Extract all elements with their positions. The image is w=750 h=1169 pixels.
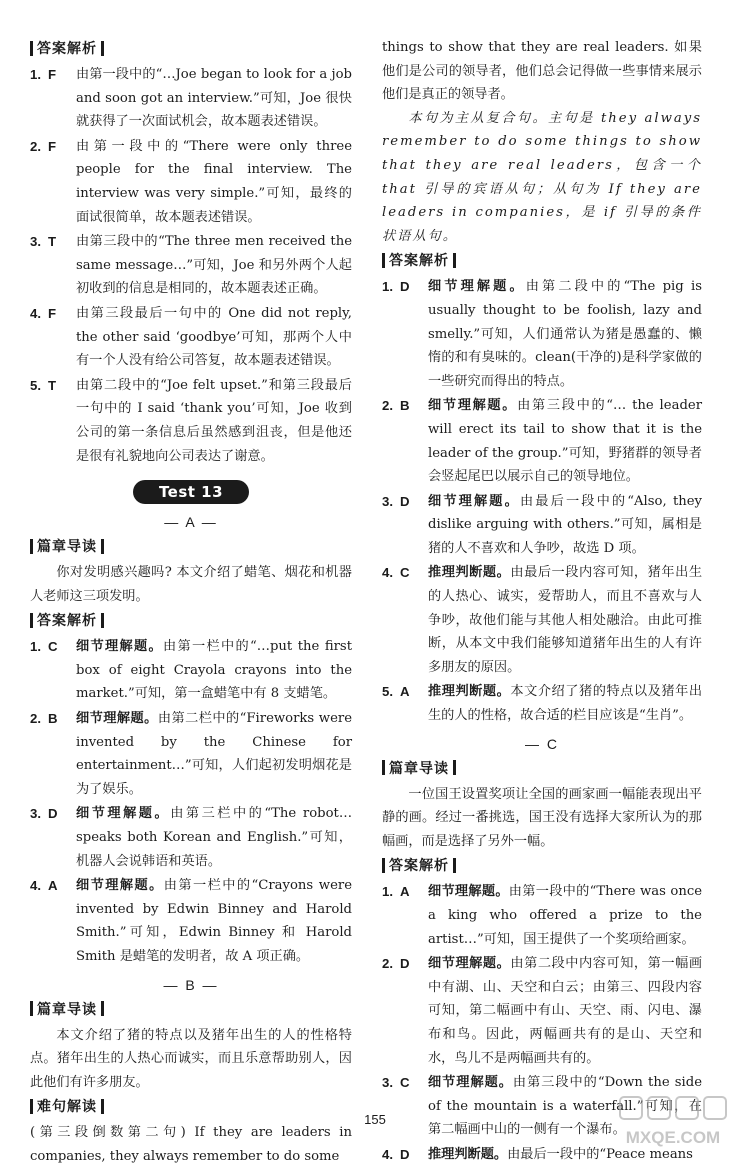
section-bar-left [30, 1001, 33, 1016]
item-answer: C [400, 1075, 410, 1091]
question-type: 细节理解题。 [76, 806, 171, 822]
answer-item [382, 490, 702, 561]
explanation-text: 由第三段中的“Down the side of the mountain is a waterfall.”可知，在第二幅画中山的一侧有一个瀑布。 [428, 1075, 703, 1138]
test-badge-wrap [30, 480, 352, 504]
section-bar-right [101, 1001, 104, 1016]
item-number: 4. [382, 565, 393, 581]
item-number: 1. [382, 279, 393, 295]
answer-item [382, 680, 702, 727]
item-answer: A [400, 884, 410, 900]
guide-c-paragraph: 一位国王设置奖项让全国的画家画一幅能表现出平静的画。经过一番挑选，国王没有选择大家所认为的那幅画，而是选择了另外一幅。 [382, 786, 702, 849]
answer-item [30, 302, 352, 373]
section-header-guide-a [30, 536, 352, 556]
part-b-heading: — B — [163, 976, 219, 993]
item-number: 4. [382, 1146, 393, 1162]
left-column [30, 36, 352, 1169]
answer-item [30, 802, 352, 873]
item-answer: C [400, 565, 410, 581]
answer-item [30, 135, 352, 229]
explanation-text: 由第二段中的“The pig is usually thought to be foolish, lazy and smelly.”可知，人们通常认为猪是愚蠢的、懒惰的和有臭味的。clean(干净的)是科学家做的一些研究而得出的特点。 [428, 279, 703, 389]
item-explanation [428, 561, 702, 679]
hard-sentence-continued: things to show that they are real leaders. 如果他们是公司的领导者，他们总会记得做一些事情来展示他们是真正的领导者。 [382, 40, 702, 103]
item-number: 4. [30, 878, 41, 894]
item-number: 2. [382, 956, 393, 972]
explanation-text: 由第二栏中的“Fireworks were invented by the Chinese for entertainment…”可知，人们起初发明烟花是为了娱乐。 [76, 711, 352, 797]
item-number: 1. [382, 884, 393, 900]
section-bar-left [382, 760, 385, 775]
item-explanation [428, 275, 702, 393]
explanation-text: 由第三段中的“… the leader will erect its tail to show that it is the leader of the group.”可知，野猪群的领导者会竖起尾巴以展示自己的领导地位。 [428, 398, 702, 485]
question-type: 细节理解题。 [428, 1075, 513, 1091]
item-number: 1. [30, 67, 41, 82]
explanation-text: 由第二段中内容可知，第一幅画中有湖、山、天空和白云；由第三、四段内容可知，第二幅画中有山、天空、雨、闪电、瀑布和鸟。因此，两幅画共有的是山、天空和水，鸟儿不是两幅画共有的。 [428, 956, 703, 1066]
explanation-text: 本文介绍了猪的特点以及猪年出生的人的性格，故合适的栏目应该是“生肖”。 [428, 684, 703, 724]
question-type: 细节理解题。 [76, 639, 164, 655]
guide-a-paragraph: 你对发明感兴趣吗? 本文介绍了蜡笔、烟花和机器人老师这三项发明。 [30, 565, 352, 604]
item-explanation [428, 490, 702, 561]
item-answer: T [48, 377, 57, 393]
watermark-text: MXQE.COM [625, 1128, 721, 1147]
section-bar-left [382, 253, 385, 268]
answer-item [382, 561, 702, 679]
test-badge: Test 13 [133, 480, 249, 504]
item-explanation [76, 230, 352, 301]
item-answer: A [400, 684, 410, 700]
explanation-text: 由第一段中的“…Joe began to look for a job and soon got an interview.”可知，Joe 很快就获得了一次面试机会，故本题表述错误。 [76, 67, 352, 130]
item-number: 3. [30, 234, 41, 250]
item-explanation [76, 302, 352, 373]
answer-item [30, 707, 352, 801]
answer-item [30, 63, 352, 134]
item-answer: D [400, 1146, 410, 1162]
item-explanation [76, 135, 352, 229]
page-number: 155 [364, 1112, 386, 1127]
section-title: 难句解读 [37, 1099, 97, 1116]
answer-item [30, 230, 352, 301]
item-answer: B [48, 711, 58, 727]
answer-item [382, 275, 702, 393]
item-explanation [76, 63, 352, 134]
part-a-heading: — A — [164, 514, 218, 531]
answer-item [382, 880, 702, 951]
item-explanation [76, 635, 352, 706]
item-number: 5. [382, 684, 393, 700]
question-type: 细节理解题。 [76, 711, 158, 727]
section-bar-right [453, 760, 456, 775]
section-header-answers-c [382, 855, 702, 875]
explanation-text: 由最后一段内容可知，猪年出生的人热心、诚实，爱帮助人，而且不喜欢与人争吵，故他们能与其他人相处融洽。由此可推断，从本文中我们能够知道猪年出生的人有许多朋友的原因。 [428, 565, 703, 675]
item-number: 3. [382, 493, 393, 509]
question-type: 细节理解题。 [428, 956, 511, 972]
question-type: 细节理解题。 [428, 398, 518, 414]
sentence-analysis: 本句为主从复合句。主句是 they always remember to do some things to show that they are real leaders，包含一个 that 引导的宾语从句；从句为 If they are leaders in companies，是 if 引导的条件状语从句。 [382, 110, 702, 244]
item-explanation [76, 374, 352, 468]
item-number: 1. [30, 639, 41, 655]
hard-sentence-paragraph: (第三段倒数第二句) If they are leaders in companies, they always remember to do some [30, 1125, 352, 1164]
item-answer: D [400, 279, 410, 295]
question-type: 细节理解题。 [428, 279, 526, 295]
question-type: 推理判断题。 [428, 565, 511, 581]
item-explanation [76, 874, 352, 968]
explanation-text: 由第一栏中的“Crayons were invented by Edwin Binney and Harold Smith.”可知，Edwin Binney 和 Harold Smith 是蜡笔的发明者，故 A 项正确。 [76, 878, 353, 964]
section-title: 篇章导读 [389, 760, 449, 777]
section-bar-right [453, 253, 456, 268]
section-bar-left [382, 858, 385, 873]
question-type: 推理判断题。 [428, 1146, 508, 1162]
item-number: 2. [30, 138, 41, 154]
section-title: 答案解析 [389, 858, 449, 875]
item-explanation [428, 952, 702, 1070]
right-column [382, 36, 702, 1168]
explanation-text: 由第三段最后一句中的 One did not reply, the other said ‘goodbye’可知，那两个人中有一个人没有给公司答复，故本题表述错误。 [76, 305, 352, 369]
explanation-text: 由第一段中的“There was once a king who offered a prize to the artist…”可知，国王提供了一个奖项给画家。 [428, 884, 703, 947]
item-number: 3. [30, 806, 41, 822]
section-bar-right [101, 613, 104, 628]
item-answer: B [400, 398, 410, 414]
section-bar-right [453, 858, 456, 873]
item-number: 3. [382, 1075, 393, 1091]
item-explanation [428, 394, 702, 488]
section-header-guide-c [382, 758, 702, 778]
explanation-text: 由最后一段中的“Also, they dislike arguing with others.”可知，属相是猪的人不喜欢和人争吵，故选 D 项。 [428, 493, 703, 556]
section-title: 篇章导读 [37, 539, 97, 556]
answer-item [382, 394, 702, 488]
section-title: 篇章导读 [37, 1001, 97, 1018]
answer-list-test12 [30, 63, 352, 468]
item-explanation [76, 707, 352, 801]
answer-list-a [30, 635, 352, 968]
answer-item [30, 874, 352, 968]
item-answer: T [48, 234, 57, 250]
explanation-text: 由第三段中的“The three men received the same message…”可知，Joe 和另外两个人起初收到的信息是相同的，故本题表述正确。 [76, 234, 352, 297]
section-bar-right [101, 539, 104, 554]
item-number: 2. [30, 711, 41, 727]
explanation-text: 由第三栏中的“The robot… speaks both Korean and English.”可知，机器人会说韩语和英语。 [76, 806, 353, 869]
watermark-logo [614, 1093, 732, 1151]
answer-item [382, 952, 702, 1070]
section-header-guide-b [30, 999, 352, 1019]
item-answer: F [48, 67, 57, 82]
explanation-text: 由第一栏中的“…put the first box of eight Crayola crayons into the market.”可知，第一盒蜡笔中有 8 支蜡笔。 [76, 639, 353, 702]
item-answer: A [48, 878, 58, 894]
answer-item [30, 635, 352, 706]
item-number: 4. [30, 305, 41, 321]
question-type: 推理判断题。 [428, 684, 511, 700]
explanation-text: 由第一段中的“There were only three people for the final interview. The interview was very simple.”可知，最终的面试很简单，故本题表述错误。 [76, 138, 352, 225]
section-title: 答案解析 [37, 41, 97, 57]
section-header-answers-a [30, 610, 352, 630]
explanation-text: 由最后一段中的“Peace means [507, 1146, 693, 1162]
section-bar-left [30, 41, 33, 56]
answer-list-b [382, 275, 702, 727]
item-explanation [428, 880, 702, 951]
question-type: 细节理解题。 [76, 878, 164, 894]
item-number: 2. [382, 398, 393, 414]
section-title: 答案解析 [37, 613, 97, 630]
section-bar-left [30, 539, 33, 554]
item-answer: D [48, 806, 58, 822]
guide-b-paragraph: 本文介绍了猪的特点以及猪年出生的人的性格特点。猪年出生的人热心而诚实，而且乐意帮助别人，因此他们有许多朋友。 [30, 1027, 352, 1090]
section-header-answers-b [382, 250, 702, 270]
answer-item [30, 374, 352, 468]
part-c-heading: — C [525, 735, 559, 752]
question-type: 细节理解题。 [428, 884, 509, 900]
section-bar-left [30, 613, 33, 628]
section-title: 答案解析 [389, 253, 449, 270]
section-header-answers [30, 38, 352, 58]
explanation-text: 由第二段中的“Joe felt upset.”和第三段最后一句中的 I said ‘thank you’可知，Joe 收到公司的第一条信息后虽然感到沮丧，但是他还是很有礼貌地向公司表达了谢意。 [76, 377, 352, 464]
question-type: 细节理解题。 [428, 493, 520, 509]
item-answer: C [48, 639, 58, 655]
item-answer: F [48, 305, 57, 321]
section-bar-right [101, 41, 104, 56]
item-number: 5. [30, 377, 41, 393]
item-explanation [428, 680, 702, 727]
item-answer: D [400, 956, 410, 972]
item-answer: D [400, 493, 410, 509]
item-answer: F [48, 138, 57, 154]
item-explanation [76, 802, 352, 873]
